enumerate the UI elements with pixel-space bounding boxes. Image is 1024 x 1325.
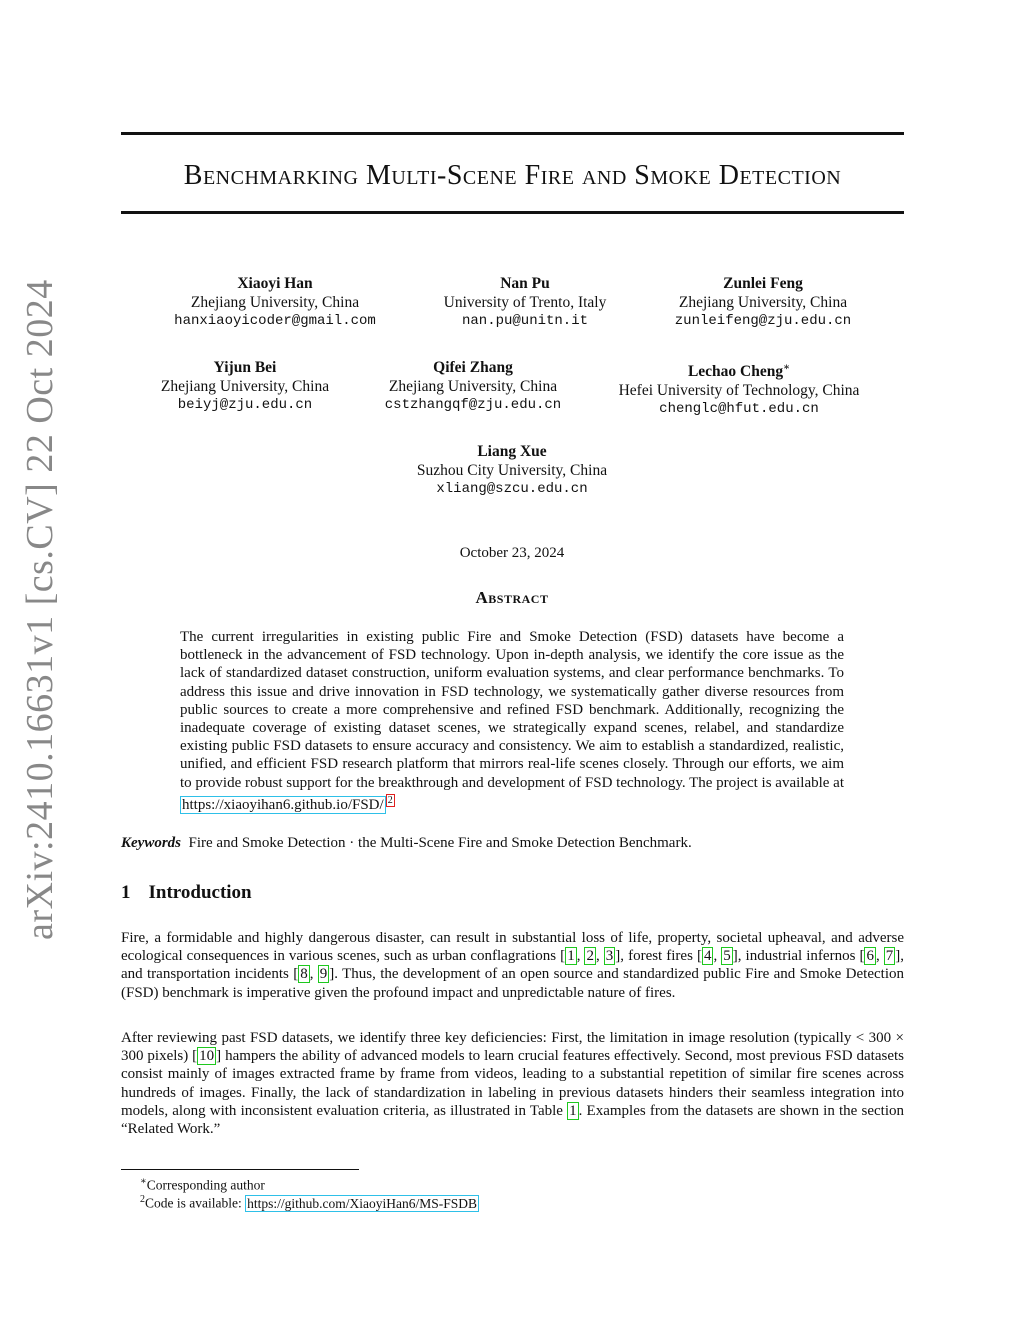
author-block (140, 358, 350, 415)
author-block (400, 274, 650, 331)
text-span: Fire, a formidable and highly dangerous disaster, can result in substantial loss of life, property, societal upheaval, and adverse ecological consequences in various scenes, such as urban conflagrations [ (121, 930, 904, 965)
paper-date: October 23, 2024 (459, 545, 565, 561)
text-span: ], and transportation incidents [ (121, 948, 905, 983)
text-span: ], forest fires [ (615, 948, 702, 965)
author-affiliation: Zhejiang University, China (160, 378, 330, 395)
author-affiliation: Zhejiang University, China (678, 294, 848, 311)
author-block (150, 274, 400, 331)
text-span: ] hampers the ability of advanced models to learn crucial features effectively. Second, most previous FSD datasets consist mainly of images extracted frame by frame from videos, leading to a substantial repetition of similar fire scenes across hundreds of images. Finally, the lack of standardization in labeling in previous datasets hinders their seamless integration into models, along with inconsistent evaluation criteria, as illustrated in Table (121, 1048, 904, 1119)
section-number: 1 (121, 882, 131, 903)
paper-title: Benchmarking Multi-Scene Fire and Smoke Detection (183, 160, 842, 191)
author-email[interactable]: hanxiaoyicoder@gmail.com (174, 313, 376, 329)
author-email[interactable]: zunleifeng@zju.edu.cn (674, 313, 852, 329)
author-email[interactable]: beiyj@zju.edu.cn (177, 397, 313, 413)
author-email[interactable]: nan.pu@unitn.it (461, 313, 589, 329)
author-affiliation: Zhejiang University, China (388, 378, 558, 395)
author-affiliation: University of Trento, Italy (443, 294, 607, 311)
author-affiliation: Hefei University of Technology, China (618, 382, 860, 400)
abstract-body (180, 628, 844, 814)
citation-link[interactable]: 3 (605, 948, 614, 965)
author-name: Liang Xue (477, 443, 547, 460)
table-ref-link[interactable]: 1 (569, 1102, 577, 1119)
author-block (387, 442, 637, 499)
citation-link[interactable]: 5 (723, 948, 731, 965)
code-link[interactable]: https://github.com/XiaoyiHan6/MS-FSDB (247, 1195, 477, 1211)
author-email[interactable]: cstzhangqf@zju.edu.cn (384, 397, 562, 413)
keywords (121, 834, 904, 852)
author-block (363, 358, 583, 415)
author-affiliation: Zhejiang University, China (190, 294, 360, 311)
keywords-label: Keywords (121, 835, 181, 851)
text-span: ]. Thus, the development of an open source and standardized public Fire and Smoke Detection (FSD) benchmark is imperative given the profound impact and unpredictable nature of fires. (121, 966, 904, 1001)
footnote-text: Corresponding author (146, 1177, 265, 1193)
author-email[interactable]: chenglc@hfut.edu.cn (659, 401, 819, 418)
citation-link[interactable]: 10 (199, 1048, 215, 1065)
corresponding-mark: ∗ (783, 362, 791, 373)
project-link[interactable]: https://xiaoyihan6.github.io/FSD/ (182, 796, 384, 813)
footnote (140, 1191, 479, 1212)
abstract-text: The current irregularities in existing public Fire and Smoke Detection (FSD) datasets have become a bottleneck in the advancement of FSD technology. Upon in-depth analysis, we identify the core issue as the lack of standardized dataset construction, uniform evaluation systems, and clear performance benchmarks. To address this issue and drive innovation in FSD technology, we systematically gather diverse resources from public sources to create a more comprehensive and refined FSD benchmark. Additionally, recognizing the inadequate coverage of existing dataset scenes, we strategically expand scenes, relabel, and standardize existing public FSD datasets to ensure accuracy and consistency. We aim to establish a standardized, realistic, unified, and efficient FSD research platform that mirrors real-life scenes closely. Through our efforts, we aim to provide robust support for the breakthrough and development of FSD technology. The project is available at (180, 629, 845, 791)
author-block (638, 274, 888, 331)
title-top-rule (121, 132, 904, 135)
text-span: After reviewing past FSD datasets, we identify three key deficiencies: First, the limitation in image resolution (typically < 300 × 300 pixels) [ (121, 1030, 904, 1065)
intro-paragraph-2 (121, 1029, 904, 1138)
author-name: Lechao Cheng∗ (687, 362, 791, 381)
footnote-ref[interactable]: 2 (387, 794, 393, 806)
text-span: . Examples from the datasets are shown in the section “Related Work.” (121, 1102, 904, 1138)
footnote-mark: 2 (140, 1194, 145, 1205)
author-block (599, 358, 879, 419)
footnote-mark: ∗ (140, 1176, 147, 1187)
footnote-text: Code is available: (145, 1195, 246, 1211)
intro-paragraph-1: Fire, a formidable and highly dangerous disaster, can result in substantial loss of life, property, societal upheaval, and adverse ecological consequences in various scenes, such as urban conflagrations [ 1 , 2 , 3 ], forest fires [ 4 , 5 ], industrial infernos [ 6 , 7 ], and transportation incidents [ 8 , 9 ]. Thus, the development of an open source and standardized public Fire and Smoke Detection (FSD) benchmark is imperative given the profound impact and unpredictable nature of fires. (121, 930, 905, 1001)
citation-link[interactable]: 1 (567, 948, 575, 965)
citation-link[interactable]: 7 (885, 948, 894, 965)
author-email[interactable]: xliang@szcu.edu.cn (436, 481, 588, 497)
section-heading (121, 882, 252, 904)
author-name: Xiaoyi Han (237, 275, 313, 292)
text-span: ], industrial infernos [ (732, 948, 865, 965)
abstract-heading: Abstract (475, 588, 549, 607)
author-name: Qifei Zhang (433, 359, 513, 376)
citation-link[interactable]: 9 (319, 966, 328, 983)
arxiv-identifier: arXiv:2410.16631v1 [cs.CV] 22 Oct 2024 (19, 279, 61, 940)
title-bottom-rule (121, 211, 904, 214)
author-name: Nan Pu (500, 275, 550, 292)
footnote-rule (121, 1169, 359, 1170)
citation-link[interactable]: 6 (866, 948, 874, 965)
keywords-text: Fire and Smoke Detection · the Multi-Scene Fire and Smoke Detection Benchmark. (188, 835, 692, 851)
citation-link[interactable]: 2 (586, 948, 594, 965)
section-title: Introduction (148, 882, 252, 903)
citation-link[interactable]: 4 (703, 948, 712, 965)
author-name: Yijun Bei (213, 359, 277, 376)
citation-link[interactable]: 8 (300, 966, 308, 983)
author-name: Zunlei Feng (723, 275, 803, 292)
author-affiliation: Suzhou City University, China (416, 462, 608, 479)
